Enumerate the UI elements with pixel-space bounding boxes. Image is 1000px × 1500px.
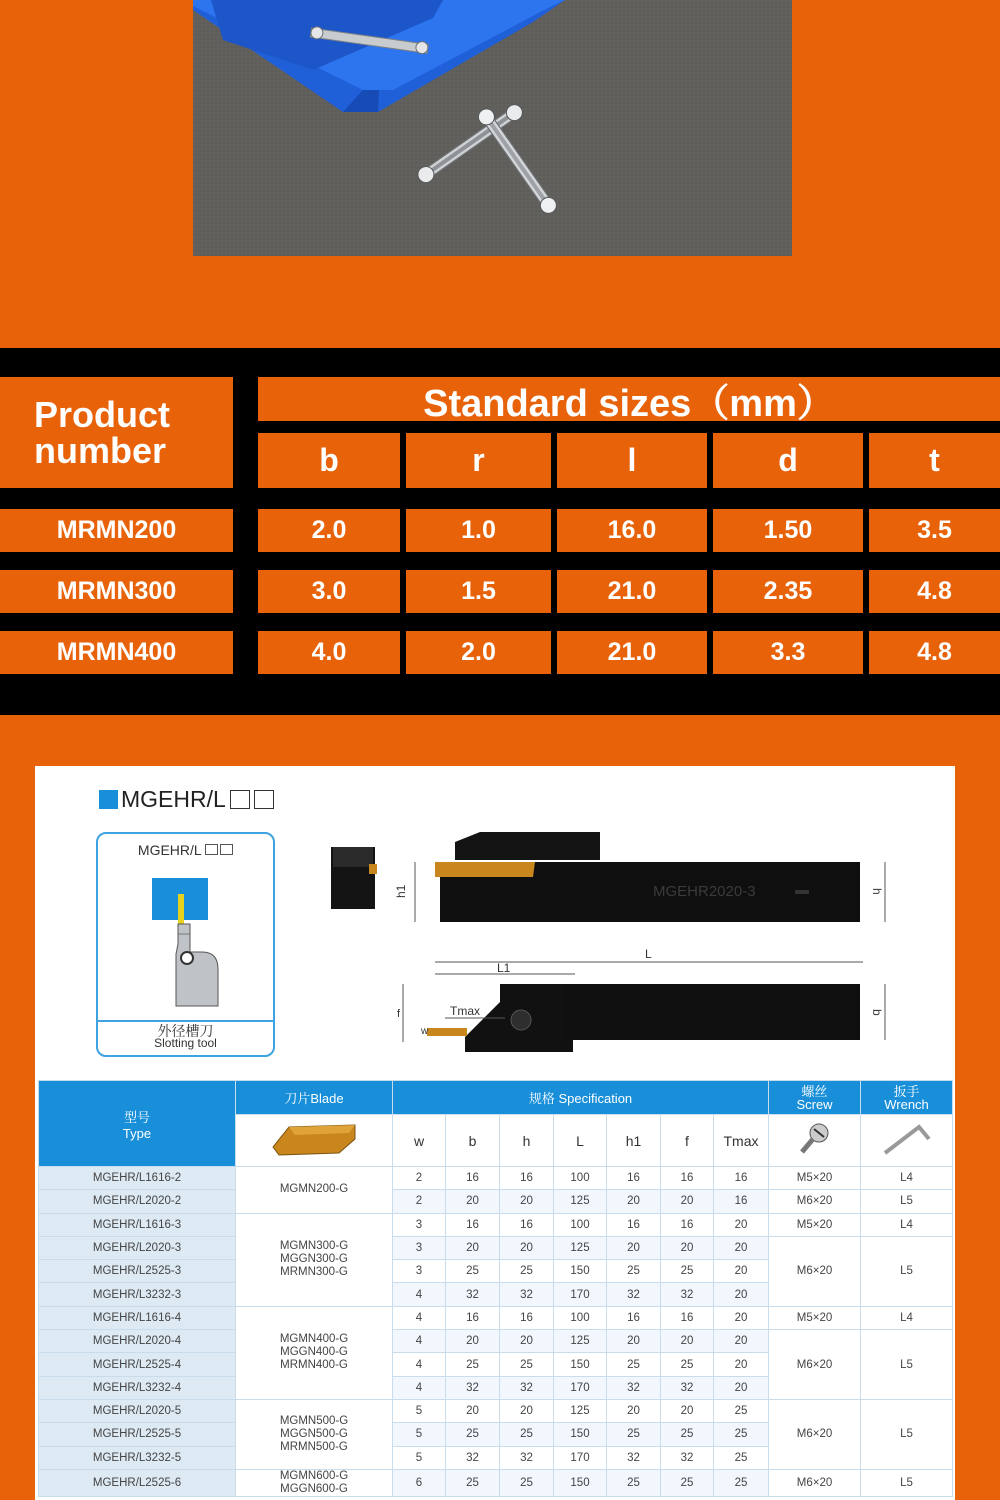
spec-value-cell: 16 — [446, 1213, 500, 1236]
placeholder-box-icon — [254, 790, 274, 809]
spec-value-cell: 20 — [714, 1260, 769, 1283]
wrench-icon — [861, 1115, 953, 1167]
value-l: 16.0 — [557, 509, 707, 552]
blade-icon — [236, 1115, 393, 1167]
column-header-d: d — [713, 433, 863, 488]
blade-header: 刀片Blade — [236, 1081, 393, 1115]
spec-value-cell: 20 — [607, 1236, 661, 1259]
spec-value-cell: 20 — [500, 1190, 554, 1213]
spec-value-cell: 20 — [446, 1330, 500, 1353]
value-t: 4.8 — [869, 631, 1000, 674]
value-d: 1.50 — [713, 509, 863, 552]
spec-value-cell: 32 — [661, 1283, 714, 1306]
spec-value-cell: 25 — [500, 1353, 554, 1376]
dim-w: w — [421, 1026, 429, 1037]
type-cell: MGEHR/L2525-4 — [39, 1353, 236, 1376]
value-t: 4.8 — [869, 570, 1000, 613]
spec-value-cell: 20 — [714, 1236, 769, 1259]
value-b: 2.0 — [258, 509, 400, 552]
spec-value-cell: 20 — [500, 1330, 554, 1353]
spec-value-cell: 25 — [661, 1423, 714, 1446]
screw-cell: M6×20 — [769, 1469, 861, 1496]
spec-value-cell: 16 — [714, 1190, 769, 1213]
type-header: 型号 Type — [39, 1081, 236, 1167]
spec-value-cell: 25 — [500, 1469, 554, 1496]
product-number: MRMN400 — [0, 631, 233, 674]
spec-value-cell: 16 — [661, 1167, 714, 1190]
spec-value-cell: 25 — [714, 1446, 769, 1469]
spec-value-cell: 16 — [500, 1306, 554, 1329]
dim-f: f — [397, 1008, 401, 1020]
blade-cell: MGMN600-G MGGN600-G — [236, 1469, 393, 1496]
dim-b: b — [870, 1009, 884, 1016]
spec-value-cell: 32 — [446, 1283, 500, 1306]
spec-value-cell: 16 — [500, 1167, 554, 1190]
spec-value-cell: 4 — [393, 1306, 446, 1329]
blade-cell: MGMN400-G MGGN400-G MRMN400-G — [236, 1306, 393, 1399]
type-cell: MGEHR/L2525-3 — [39, 1260, 236, 1283]
value-l: 21.0 — [557, 570, 707, 613]
size-table — [0, 348, 1000, 715]
type-cell: MGEHR/L2525-6 — [39, 1469, 236, 1496]
spec-value-cell: 20 — [661, 1190, 714, 1213]
product-number: MRMN200 — [0, 509, 233, 552]
dim-h: h — [870, 888, 884, 895]
screw-cell: M6×20 — [769, 1399, 861, 1469]
value-d: 3.3 — [713, 631, 863, 674]
spec-value-cell: 125 — [554, 1399, 607, 1422]
tool-holder-icon — [98, 834, 277, 1020]
value-t: 3.5 — [869, 509, 1000, 552]
spec-header: 规格 Specification — [393, 1081, 769, 1115]
table-row — [39, 1330, 953, 1353]
spec-value-cell: 20 — [446, 1236, 500, 1259]
spec-value-cell: 16 — [607, 1306, 661, 1329]
spec-col-h1: h1 — [607, 1115, 661, 1167]
screw-cell: M5×20 — [769, 1213, 861, 1236]
type-cell: MGEHR/L1616-2 — [39, 1167, 236, 1190]
table-row — [39, 1213, 953, 1236]
wrench-cell: L5 — [861, 1190, 953, 1213]
value-r: 2.0 — [406, 631, 551, 674]
column-header-t: t — [869, 433, 1000, 488]
spec-value-cell: 20 — [607, 1190, 661, 1213]
spec-value-cell: 16 — [500, 1213, 554, 1236]
screw-cell: M6×20 — [769, 1190, 861, 1213]
spec-value-cell: 20 — [500, 1399, 554, 1422]
spec-value-cell: 25 — [607, 1469, 661, 1496]
spec-value-cell: 32 — [607, 1283, 661, 1306]
screw-cell: M6×20 — [769, 1330, 861, 1400]
spec-value-cell: 170 — [554, 1376, 607, 1399]
spec-value-cell: 150 — [554, 1423, 607, 1446]
type-cell: MGEHR/L3232-3 — [39, 1283, 236, 1306]
spec-value-cell: 170 — [554, 1283, 607, 1306]
spec-value-cell: 32 — [607, 1376, 661, 1399]
spec-value-cell: 4 — [393, 1353, 446, 1376]
spec-value-cell: 16 — [446, 1306, 500, 1329]
spec-col-Tmax: Tmax — [714, 1115, 769, 1167]
type-card — [96, 832, 275, 1057]
wrench-cell: L5 — [861, 1399, 953, 1469]
type-cell: MGEHR/L2020-3 — [39, 1236, 236, 1259]
spec-value-cell: 25 — [500, 1423, 554, 1446]
spec-value-cell: 100 — [554, 1167, 607, 1190]
type-cell: MGEHR/L1616-3 — [39, 1213, 236, 1236]
body-marking: MGEHR2020-3 — [653, 883, 756, 900]
spec-value-cell: 25 — [661, 1469, 714, 1496]
table-row — [39, 1190, 953, 1213]
spec-value-cell: 32 — [500, 1376, 554, 1399]
card-label: MGEHR/L — [98, 842, 273, 858]
screw-cell: M5×20 — [769, 1167, 861, 1190]
value-d: 2.35 — [713, 570, 863, 613]
spec-value-cell: 20 — [714, 1283, 769, 1306]
dim-L1: L1 — [497, 961, 511, 975]
spec-value-cell: 20 — [607, 1330, 661, 1353]
spec-value-cell: 2 — [393, 1167, 446, 1190]
spec-value-cell: 16 — [661, 1306, 714, 1329]
spec-col-b: b — [446, 1115, 500, 1167]
spec-value-cell: 32 — [661, 1446, 714, 1469]
spec-value-cell: 32 — [446, 1376, 500, 1399]
table-row — [39, 1306, 953, 1329]
wrench-cell: L4 — [861, 1167, 953, 1190]
spec-value-cell: 150 — [554, 1469, 607, 1496]
product-number: MRMN300 — [0, 570, 233, 613]
spec-sheet — [35, 766, 955, 1500]
type-cell: MGEHR/L3232-5 — [39, 1446, 236, 1469]
spec-value-cell: 20 — [714, 1353, 769, 1376]
sheet-title: MGEHR/L — [99, 786, 274, 813]
value-r: 1.0 — [406, 509, 551, 552]
spec-value-cell: 32 — [661, 1376, 714, 1399]
table-row — [39, 1236, 953, 1259]
spec-value-cell: 32 — [607, 1446, 661, 1469]
spec-value-cell: 25 — [446, 1469, 500, 1496]
spec-value-cell: 170 — [554, 1446, 607, 1469]
spec-value-cell: 3 — [393, 1213, 446, 1236]
spec-value-cell: 25 — [607, 1260, 661, 1283]
spec-value-cell: 20 — [714, 1376, 769, 1399]
spec-value-cell: 32 — [500, 1446, 554, 1469]
spec-value-cell: 4 — [393, 1376, 446, 1399]
type-cell: MGEHR/L2020-5 — [39, 1399, 236, 1422]
dim-Tmax: Tmax — [450, 1004, 480, 1018]
spec-value-cell: 20 — [714, 1213, 769, 1236]
spec-value-cell: 25 — [714, 1469, 769, 1496]
spec-value-cell: 20 — [500, 1236, 554, 1259]
spec-value-cell: 25 — [446, 1353, 500, 1376]
dim-h1: h1 — [394, 884, 408, 898]
spec-value-cell: 16 — [607, 1213, 661, 1236]
wrench-cell: L5 — [861, 1330, 953, 1400]
spec-value-cell: 5 — [393, 1446, 446, 1469]
type-cell: MGEHR/L2020-4 — [39, 1330, 236, 1353]
spec-value-cell: 2 — [393, 1190, 446, 1213]
spec-value-cell: 16 — [446, 1167, 500, 1190]
spec-value-cell: 6 — [393, 1469, 446, 1496]
spec-value-cell: 25 — [607, 1423, 661, 1446]
type-cell: MGEHR/L2525-5 — [39, 1423, 236, 1446]
value-b: 4.0 — [258, 631, 400, 674]
column-header-b: b — [258, 433, 400, 488]
spec-value-cell: 3 — [393, 1236, 446, 1259]
value-r: 1.5 — [406, 570, 551, 613]
wrench-header: 扳手 Wrench — [861, 1081, 953, 1115]
spec-value-cell: 125 — [554, 1330, 607, 1353]
spec-value-cell: 25 — [661, 1353, 714, 1376]
spec-value-cell: 25 — [500, 1260, 554, 1283]
spec-value-cell: 20 — [446, 1399, 500, 1422]
spec-value-cell: 20 — [607, 1399, 661, 1422]
spec-value-cell: 25 — [446, 1260, 500, 1283]
spec-value-cell: 4 — [393, 1283, 446, 1306]
type-cell: MGEHR/L1616-4 — [39, 1306, 236, 1329]
table-row — [39, 1167, 953, 1190]
spec-value-cell: 25 — [661, 1260, 714, 1283]
spec-value-cell: 125 — [554, 1190, 607, 1213]
screw-cell: M6×20 — [769, 1236, 861, 1306]
spec-table — [38, 1080, 953, 1497]
wrench-cell: L4 — [861, 1213, 953, 1236]
card-caption: 外径槽刀 Slotting tool — [154, 1023, 217, 1050]
placeholder-box-icon — [230, 790, 250, 809]
table-row — [39, 1399, 953, 1422]
spec-value-cell: 20 — [714, 1306, 769, 1329]
spec-value-cell: 16 — [714, 1167, 769, 1190]
spec-value-cell: 150 — [554, 1353, 607, 1376]
spec-value-cell: 150 — [554, 1260, 607, 1283]
spec-value-cell: 125 — [554, 1236, 607, 1259]
product-photo — [193, 0, 792, 256]
column-header-r: r — [406, 433, 551, 488]
blade-cell: MGMN500-G MGGN500-G MRMN500-G — [236, 1399, 393, 1469]
spec-value-cell: 3 — [393, 1260, 446, 1283]
value-b: 3.0 — [258, 570, 400, 613]
spec-value-cell: 25 — [607, 1353, 661, 1376]
spec-value-cell: 20 — [714, 1330, 769, 1353]
spec-col-h: h — [500, 1115, 554, 1167]
wrench-cell: L5 — [861, 1236, 953, 1306]
title-marker-icon — [99, 790, 118, 809]
tool-diagram — [325, 832, 925, 1057]
spec-col-w: w — [393, 1115, 446, 1167]
spec-value-cell: 16 — [607, 1167, 661, 1190]
spec-value-cell: 32 — [500, 1283, 554, 1306]
spec-value-cell: 100 — [554, 1213, 607, 1236]
spec-value-cell: 20 — [661, 1330, 714, 1353]
column-header-l: l — [557, 433, 707, 488]
blade-cell: MGMN300-G MGGN300-G MRMN300-G — [236, 1213, 393, 1306]
spec-value-cell: 5 — [393, 1399, 446, 1422]
spec-value-cell: 100 — [554, 1306, 607, 1329]
spec-value-cell: 25 — [714, 1399, 769, 1422]
spec-value-cell: 5 — [393, 1423, 446, 1446]
screw-header: 螺丝 Screw — [769, 1081, 861, 1115]
screw-cell: M5×20 — [769, 1306, 861, 1329]
standard-sizes-header: Standard sizes（mm） — [258, 377, 1000, 421]
blade-cell: MGMN200-G — [236, 1167, 393, 1214]
spec-value-cell: 25 — [714, 1423, 769, 1446]
screw-icon — [769, 1115, 861, 1167]
spec-value-cell: 20 — [661, 1236, 714, 1259]
spec-value-cell: 16 — [661, 1213, 714, 1236]
wrench-cell: L4 — [861, 1306, 953, 1329]
spec-value-cell: 20 — [446, 1190, 500, 1213]
value-l: 21.0 — [557, 631, 707, 674]
table-row — [39, 1469, 953, 1496]
spec-col-L: L — [554, 1115, 607, 1167]
product-number-header: Product number — [0, 377, 233, 488]
spec-value-cell: 25 — [446, 1423, 500, 1446]
wrench-cell: L5 — [861, 1469, 953, 1496]
spec-value-cell: 4 — [393, 1330, 446, 1353]
spec-value-cell: 20 — [661, 1399, 714, 1422]
dim-L: L — [645, 947, 652, 961]
type-cell: MGEHR/L3232-4 — [39, 1376, 236, 1399]
spec-col-f: f — [661, 1115, 714, 1167]
type-cell: MGEHR/L2020-2 — [39, 1190, 236, 1213]
spec-value-cell: 32 — [446, 1446, 500, 1469]
